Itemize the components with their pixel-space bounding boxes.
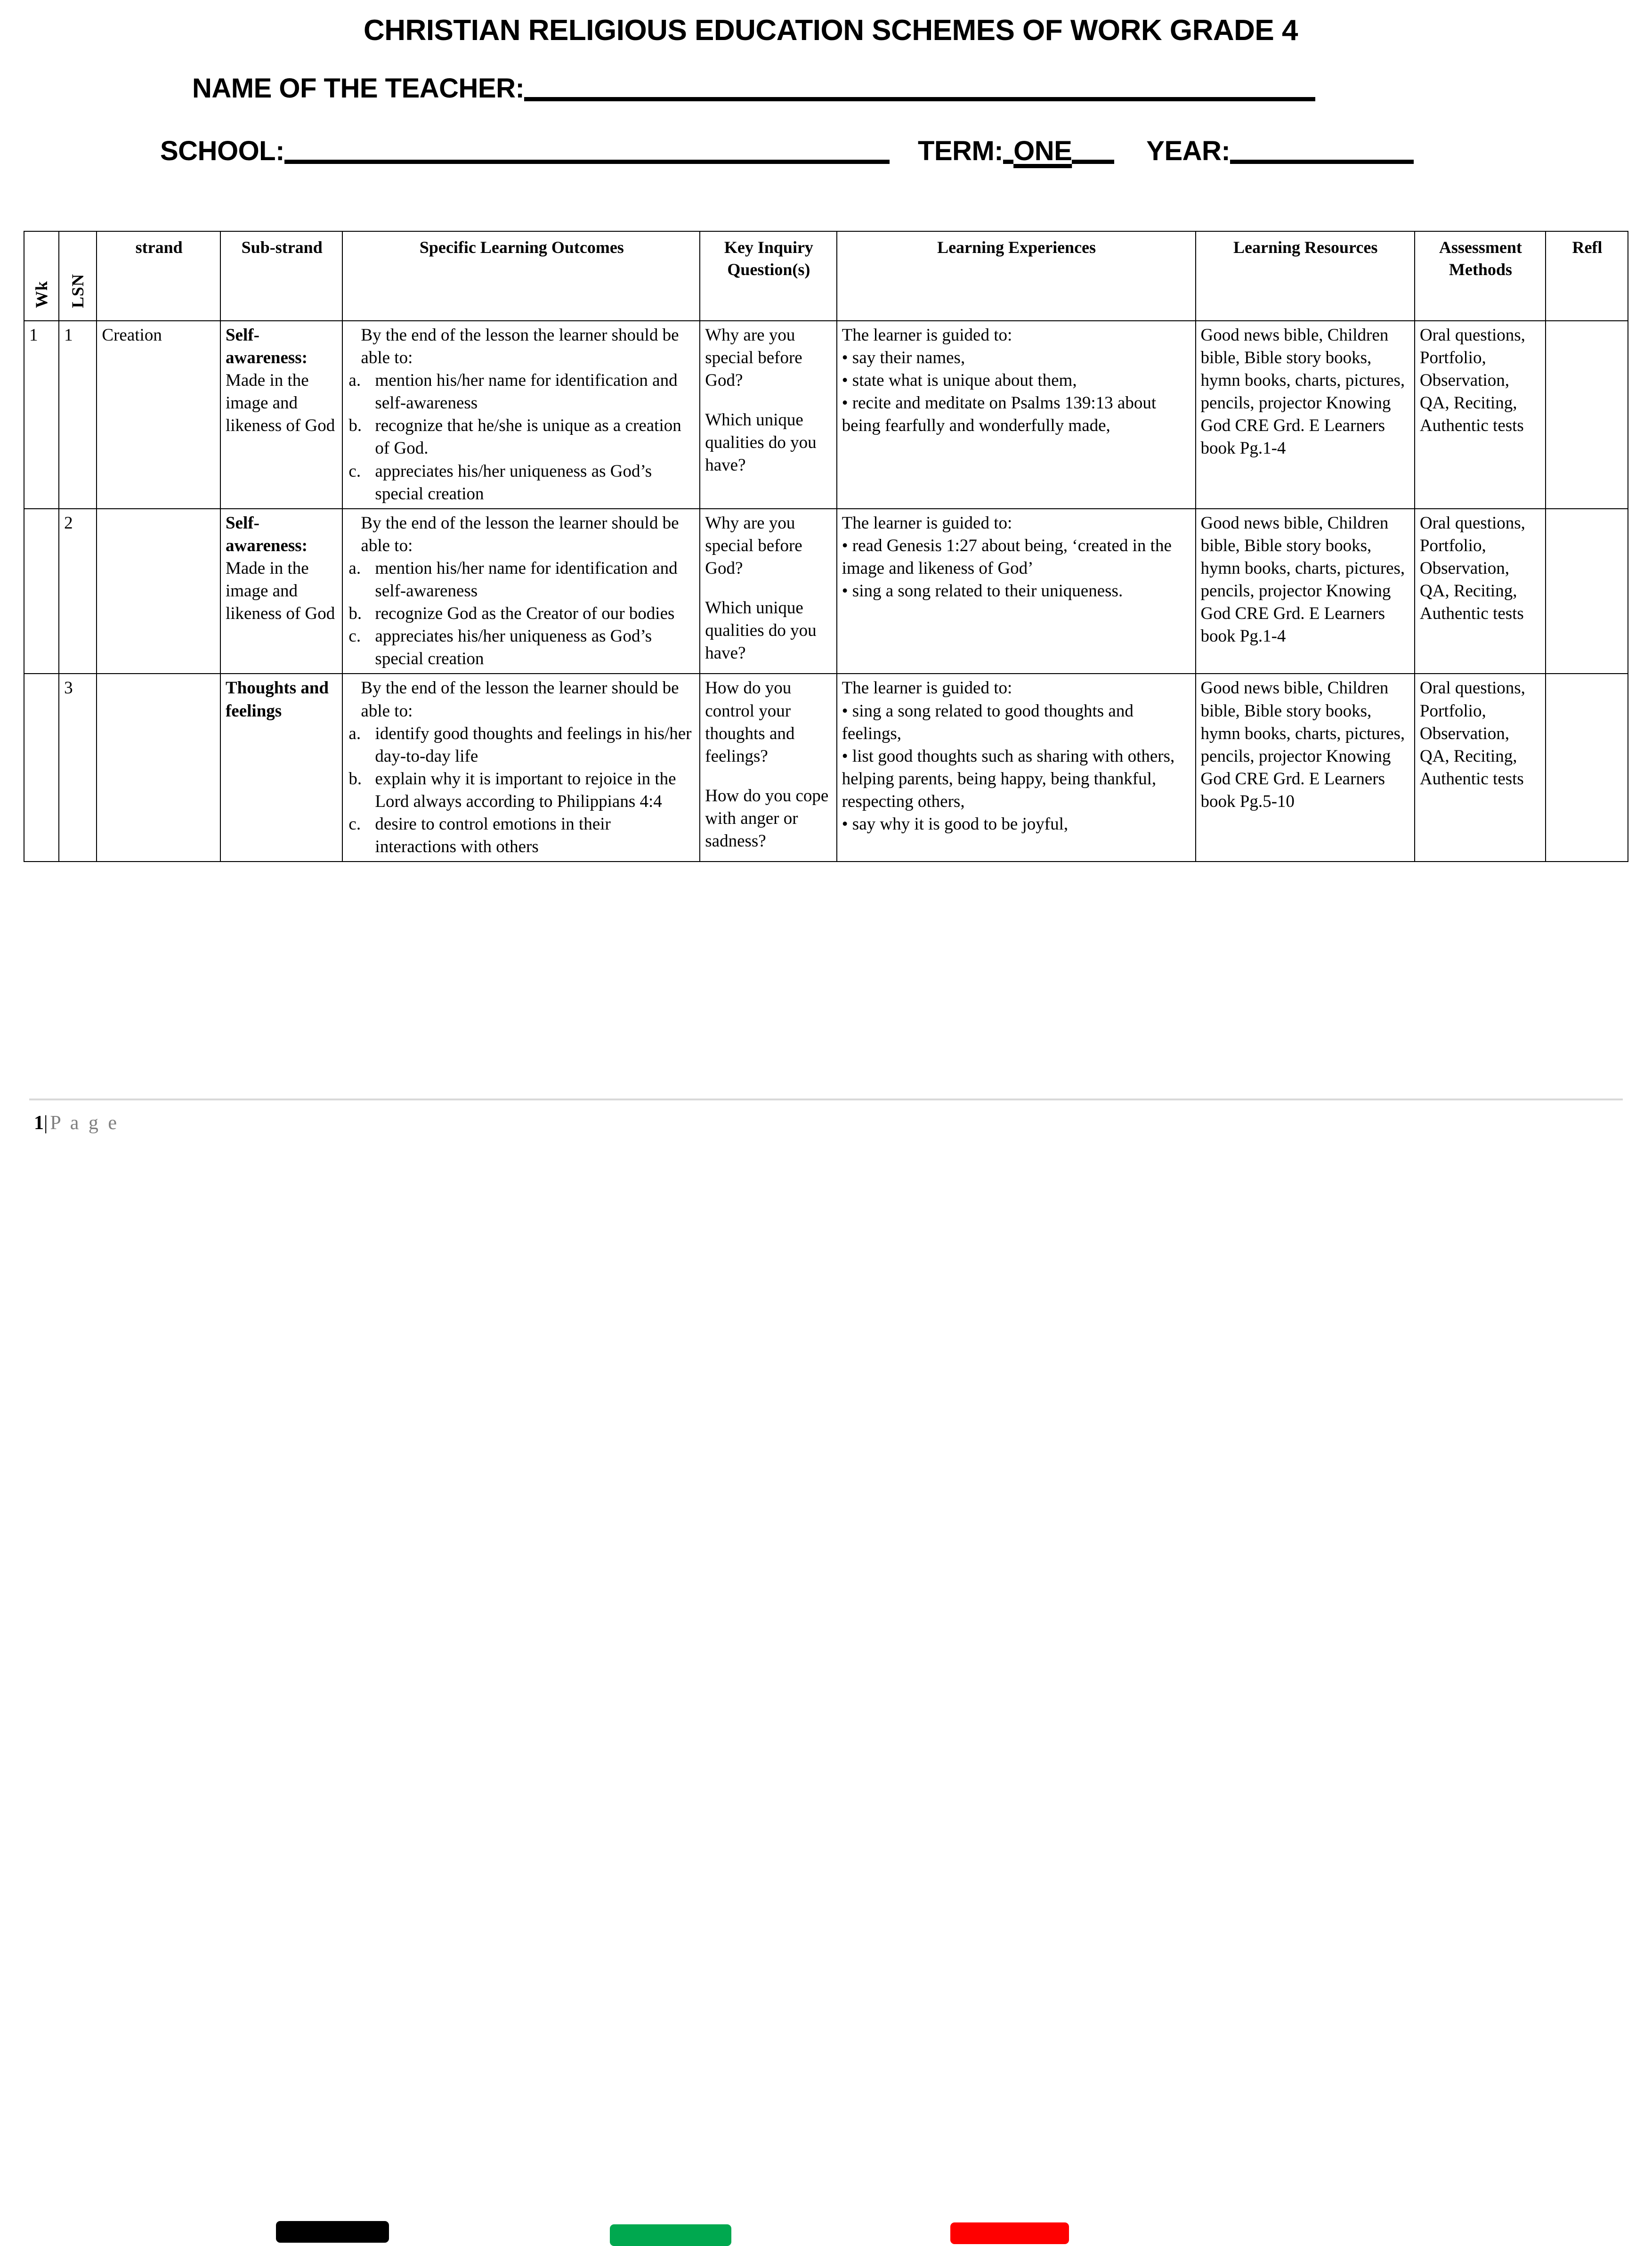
cell-learning-resources[interactable]: Good news bible, Children bible, Bible story books, hymn books, charts, pictures, pencils, projector Knowing God CRE Grd. E Learners book Pg.5-10 xyxy=(1196,674,1415,862)
cell-week[interactable]: 1 xyxy=(24,321,59,509)
teacher-name-field-row xyxy=(0,73,1652,104)
slo-item xyxy=(348,415,696,460)
kiq-spacer xyxy=(705,768,832,785)
cell-reflection[interactable] xyxy=(1546,509,1628,674)
slo-item xyxy=(348,602,696,625)
slo-item-marker: b. xyxy=(348,769,362,789)
cell-strand[interactable]: Creation xyxy=(97,321,220,509)
teacher-name-blank[interactable] xyxy=(524,97,1315,101)
slo-item-marker: b. xyxy=(348,604,362,624)
slo-item-text: appreciates his/her uniqueness as God’s special creation xyxy=(375,627,652,669)
learning-experience-bullet: • say why it is good to be joyful, xyxy=(842,814,1069,834)
column-header-wk: Wk xyxy=(24,231,59,321)
column-header-specific-learning-outcomes: Specific Learning Outcomes xyxy=(342,231,700,321)
slo-item-marker: b. xyxy=(348,416,362,436)
cell-reflection[interactable] xyxy=(1546,321,1628,509)
learning-experience-bullet: • say their names, xyxy=(842,348,965,368)
kiq-question: How do you cope with anger or sadness? xyxy=(705,786,829,851)
slo-item-marker: c. xyxy=(348,627,361,646)
slo-intro: By the end of the lesson the learner should be able to: xyxy=(361,326,679,368)
table-row xyxy=(24,674,1628,862)
cell-lesson[interactable]: 2 xyxy=(59,509,97,674)
cell-specific-learning-outcomes[interactable] xyxy=(342,674,700,862)
cell-learning-experiences[interactable] xyxy=(837,321,1196,509)
slo-item-text: mention his/her name for identification and self-awareness xyxy=(375,371,678,413)
page-word: P a g e xyxy=(50,1112,120,1134)
learning-experience-bullet: • state what is unique about them, xyxy=(842,371,1077,391)
kiq-question: Which unique qualities do you have? xyxy=(705,410,817,475)
cell-specific-learning-outcomes[interactable] xyxy=(342,509,700,674)
cell-key-inquiry-questions[interactable] xyxy=(700,509,836,674)
column-header-assessment-methods xyxy=(1415,231,1546,321)
slo-item-text: desire to control emotions in their interactions with others xyxy=(375,814,611,857)
learning-experiences-intro: The learner is guided to: xyxy=(842,326,1012,345)
teacher-label: NAME OF THE TEACHER: xyxy=(192,73,525,104)
cell-assessment-methods[interactable]: Oral questions, Portfolio, Observation, QA, Reciting, Authentic tests xyxy=(1415,674,1546,862)
slo-list xyxy=(348,557,696,670)
learning-experience-bullet: • sing a song related to their uniqueness. xyxy=(842,581,1123,601)
key-inquiry-line1: Key Inquiry xyxy=(724,238,813,257)
sub-strand-title: Thoughts and feelings xyxy=(225,678,329,721)
column-header-refl: Refl xyxy=(1546,231,1628,321)
cell-strand[interactable] xyxy=(97,509,220,674)
flag-bar-green xyxy=(610,2224,731,2246)
table-header-row xyxy=(24,231,1628,321)
cell-assessment-methods[interactable]: Oral questions, Portfolio, Observation, QA, Reciting, Authentic tests xyxy=(1415,321,1546,509)
kiq-question: How do you control your thoughts and feelings? xyxy=(705,678,795,766)
flag-bar-red xyxy=(950,2222,1069,2244)
term-label: TERM: xyxy=(917,136,1004,166)
slo-item xyxy=(348,768,696,813)
term-value[interactable]: ONE xyxy=(1013,136,1072,166)
slo-item xyxy=(348,557,696,602)
slo-item xyxy=(348,723,696,768)
column-header-key-inquiry-questions xyxy=(700,231,836,321)
slo-list xyxy=(348,723,696,859)
slo-item-marker: a. xyxy=(348,558,361,578)
schemes-of-work-table-container xyxy=(24,231,1628,862)
slo-item xyxy=(348,625,696,670)
document-footer xyxy=(0,1099,1652,1169)
table-body xyxy=(24,321,1628,862)
kiq-spacer xyxy=(705,580,832,597)
document-header xyxy=(0,0,1652,167)
table-row xyxy=(24,321,1628,509)
term-blank-right[interactable] xyxy=(1072,160,1114,164)
column-header-sub-strand: Sub-strand xyxy=(220,231,342,321)
slo-intro: By the end of the lesson the learner should be able to: xyxy=(361,678,679,721)
assessment-line1: Assessment xyxy=(1439,238,1522,257)
sub-strand-body: Made in the image and likeness of God xyxy=(225,558,335,624)
cell-lesson[interactable]: 3 xyxy=(59,674,97,862)
cell-lesson[interactable]: 1 xyxy=(59,321,97,509)
slo-item xyxy=(348,460,696,505)
cell-sub-strand[interactable] xyxy=(220,674,342,862)
column-header-strand: strand xyxy=(97,231,220,321)
key-inquiry-line2: Question(s) xyxy=(727,260,810,279)
learning-experiences-intro: The learner is guided to: xyxy=(842,678,1012,698)
assessment-line2: Methods xyxy=(1449,260,1512,279)
year-blank[interactable] xyxy=(1230,160,1414,164)
cell-learning-experiences[interactable] xyxy=(837,674,1196,862)
sub-strand-title: Self-awareness: xyxy=(225,513,308,555)
sub-strand-body: Made in the image and likeness of God xyxy=(225,371,335,436)
column-header-learning-resources: Learning Resources xyxy=(1196,231,1415,321)
slo-list xyxy=(348,369,696,505)
cell-assessment-methods[interactable]: Oral questions, Portfolio, Observation, QA, Reciting, Authentic tests xyxy=(1415,509,1546,674)
kiq-spacer xyxy=(705,392,832,409)
slo-item-text: recognize God as the Creator of our bodies xyxy=(375,604,675,624)
page-title: CHRISTIAN RELIGIOUS EDUCATION SCHEMES OF WORK GRADE 4 xyxy=(364,14,1298,47)
column-header-lsn: LSN xyxy=(59,231,97,321)
school-name-blank[interactable] xyxy=(284,160,890,164)
slo-item xyxy=(348,813,696,858)
cell-week[interactable] xyxy=(24,509,59,674)
learning-experience-bullet: • read Genesis 1:27 about being, ‘created in the image and likeness of God’ xyxy=(842,536,1172,578)
slo-item-marker: c. xyxy=(348,814,361,834)
year-label: YEAR: xyxy=(1146,136,1231,166)
slo-item-text: identify good thoughts and feelings in his/her day-to-day life xyxy=(375,724,692,766)
slo-item-marker: a. xyxy=(348,371,361,391)
cell-learning-experiences[interactable] xyxy=(837,509,1196,674)
slo-item-text: appreciates his/her uniqueness as God’s special creation xyxy=(375,461,652,504)
schemes-of-work-table xyxy=(24,231,1628,862)
school-term-year-row xyxy=(0,135,1652,167)
footer-divider xyxy=(29,1099,1623,1100)
slo-item xyxy=(348,369,696,415)
learning-experience-bullet: • recite and meditate on Psalms 139:13 about being fearfully and wonderfully made, xyxy=(842,393,1157,436)
page-separator: | xyxy=(44,1112,50,1134)
kiq-question: Why are you special before God? xyxy=(705,513,802,578)
learning-experiences-intro: The learner is guided to: xyxy=(842,513,1012,533)
cell-specific-learning-outcomes[interactable] xyxy=(342,321,700,509)
slo-item-marker: a. xyxy=(348,724,361,743)
kiq-question: Which unique qualities do you have? xyxy=(705,598,817,663)
school-label: SCHOOL: xyxy=(160,136,284,166)
cell-sub-strand[interactable] xyxy=(220,321,342,509)
cell-learning-resources[interactable]: Good news bible, Children bible, Bible story books, hymn books, charts, pictures, pencils, projector Knowing God CRE Grd. E Learners book Pg.1-4 xyxy=(1196,509,1415,674)
page-number-indicator xyxy=(34,1112,119,1134)
sub-strand-title: Self-awareness: xyxy=(225,326,308,368)
slo-item-text: explain why it is important to rejoice in the Lord always according to Philippians 4:4 xyxy=(375,769,676,811)
column-header-learning-experiences: Learning Experiences xyxy=(837,231,1196,321)
cell-week[interactable] xyxy=(24,674,59,862)
slo-item-text: recognize that he/she is unique as a creation of God. xyxy=(375,416,681,458)
flag-bar-black xyxy=(276,2221,389,2243)
learning-experience-bullet: • list good thoughts such as sharing with others, helping parents, being happy, being thankful, respecting others, xyxy=(842,746,1175,811)
term-blank-left[interactable] xyxy=(1003,160,1013,164)
page-number: 1 xyxy=(34,1112,44,1134)
cell-learning-resources[interactable]: Good news bible, Children bible, Bible story books, hymn books, charts, pictures, pencils, projector Knowing God CRE Grd. E Learners book Pg.1-4 xyxy=(1196,321,1415,509)
cell-strand[interactable] xyxy=(97,674,220,862)
year-field xyxy=(1146,135,1414,167)
table-row xyxy=(24,509,1628,674)
cell-reflection[interactable] xyxy=(1546,674,1628,862)
kiq-question: Why are you special before God? xyxy=(705,326,802,391)
slo-intro: By the end of the lesson the learner should be able to: xyxy=(361,513,679,555)
slo-item-text: mention his/her name for identification and self-awareness xyxy=(375,558,678,601)
term-field xyxy=(918,135,1114,167)
cell-key-inquiry-questions[interactable] xyxy=(700,674,836,862)
cell-sub-strand[interactable] xyxy=(220,509,342,674)
learning-experience-bullet: • sing a song related to good thoughts and feelings, xyxy=(842,701,1134,743)
cell-key-inquiry-questions[interactable] xyxy=(700,321,836,509)
slo-item-marker: c. xyxy=(348,461,361,481)
